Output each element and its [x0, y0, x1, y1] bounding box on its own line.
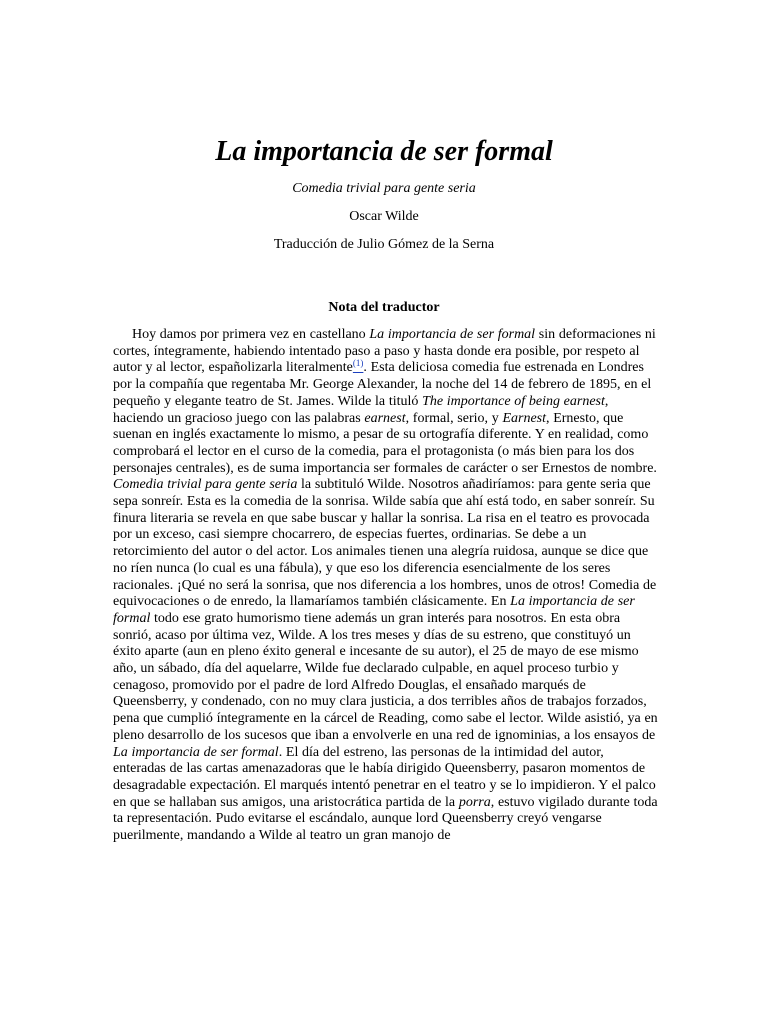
italic-title-run: La importancia de ser formal [113, 594, 635, 626]
body-text-run: , formal, serio, y [405, 410, 503, 426]
body-text-run: , estuvo vigilado durante toda ta representación. Pudo evitarse el escándalo, aunque lord Queensberry creyó vengarse puerilmente, mandando a Wilde al teatro un gran manojo de [113, 794, 658, 844]
document-title: La importancia de ser formal [215, 136, 553, 167]
body-text-run: la subtituló Wilde. Nosotros añadiríamos: para gente seria que sepa sonreír. Esta es la comedia de la sonrisa. Wilde sabía que ahí está todo, en saber sonreír. Su finura literaria se revela en que sabe buscar y hallar la sonrisa. La risa en el teatro es provocada por un exceso, casi siempre chocarrero, de especias fuertes, ordinarias. Se debe a un retorcimiento del autor o del actor. Los animales tienen una alegría ruidosa, aunque se dice que no ríen nunca (lo cual es una fábula), y que eso los diferencia esencialmente de los seres racionales. ¡Qué no será la sonrisa, que nos diferencia a los hombres, unos de otros! Comedia de equivocaciones o de enredo, la llamaríamos también clásicamente. En [113, 477, 657, 610]
section-heading: Nota del traductor [328, 300, 440, 315]
italic-title-run: La importancia de ser formal [369, 327, 536, 342]
body-text-run: todo ese grato humorismo tiene además un gran interés para nosotros. En esta obra sonrió, acaso por última vez, Wilde. A los tres meses y días de su estreno, que constituyó un éxito aparte (aun en pleno éxito general e incesante de su autor), el 25 de mayo de ese mismo año, un sábado, día del aquelarre, Wilde fue declarado culpable, en aquel proceso turbio y cenagoso, promovido por el padre de lord Alfredo Douglas, el ensañado marqués de Queensberry, y condenado, con no muy clara justicia, a dos terribles años de trabajos forzados, pena que cumplió íntegramente en la cárcel de Reading, como sabe el lector. Wilde asistió, ya en pleno desarrollo de los sucesos que iban a envolverle en una red de ignominias, a los ensayos de [113, 610, 658, 743]
body-text-run: , haciendo un gracioso juego con las palabras [113, 393, 609, 426]
document-subtitle: Comedia trivial para gente seria [292, 181, 476, 196]
italic-title-run: The importance of being earnest [422, 393, 605, 409]
italic-word-run: porra [458, 794, 491, 810]
italic-title-run: Comedia trivial para gente seria [113, 477, 298, 493]
footnote-marker: (1) [352, 358, 364, 369]
body-text-run: . Esta deliciosa comedia fue estrenada en Londres por la compañía que regentaba Mr. George Alexander, la noche del 14 de febrero de 1895, en el pequeño y elegante teatro de St. James. Wilde la tituló [113, 360, 652, 409]
body-text-run: sin deformaciones ni cortes, íntegramente, habiendo intentado paso a paso y hasta donde era posible, por respeto al autor y al lector, españolizarla literalmente [113, 327, 656, 376]
body-text-run: Hoy damos por primera vez en castellano [132, 327, 370, 342]
author-name: Oscar Wilde [349, 209, 419, 224]
body-text-run: , Ernesto, que suenan en inglés exactamente lo mismo, a pesar de su ortografía diferente. Y en realidad, como comprobará el lector en el curso de la comedia, para el protagonista (o más bien para los dos personajes centrales), es de suma importancia ser formales de carácter o ser Ernestos de nombre. [113, 410, 657, 476]
footnote-link[interactable] [353, 360, 364, 375]
body-paragraph [113, 327, 659, 845]
italic-word-run: Earnest [502, 410, 546, 426]
body-text-run: . El día del estreno, las personas de la intimidad del autor, enteradas de las cartas amenazadoras que le había dirigido Queensberry, pasaron momentos de desagradable expectación. El marqués intentó penetrar en el teatro y se lo impidieron. Y el palco en que se hallaban sus amigos, una aristocrática partida de la [113, 744, 656, 810]
italic-word-run: earnest [364, 410, 406, 426]
italic-title-run: La importancia de ser formal [113, 744, 279, 760]
translator-credit: Traducción de Julio Gómez de la Serna [273, 237, 495, 252]
